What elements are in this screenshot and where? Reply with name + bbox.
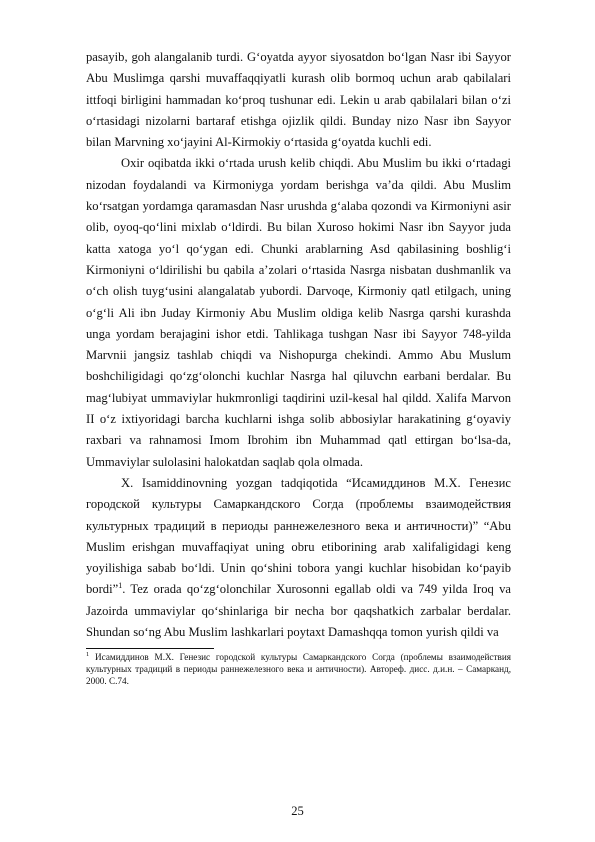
paragraph-3-text-before: X. Isamiddinovning yozgan tadqiqotida “Исамиддинов М.Х. Генезис городской культуры Самаркандского Согда (проблемы взаимодействия культурных традиций в периоды раннежелезного века и античности)” “Abu Muslim erishgan muvaffaqiyat uning obru etiborining arab xalifaligidagi keng yoyilishiga sabab bo‘ldi. Unin qo‘shini tobora yangi kuchlar hisobidan ko‘payib bordi”: [86, 475, 511, 597]
footnote-text: Исамиддинов М.Х. Генезис городской культуры Самаркандского Согда (проблемы взаимодействия культурных традиций в периоды раннежелезного века и античности). Автореф. дисс. д.и.н. – Самарканд, 2000. С.74.: [86, 652, 511, 686]
paragraph-3-text-after: . Tez orada qo‘zg‘olonchilar Xurosonni egallab oldi va 749 yilda Iroq va Jazoirda ummaviylar qo‘shinlariga bir necha bor qaqshatkich zarbalar berdalar. Shundan so‘ng Abu Muslim lashkarlari poytaxt Damashqqa tomon yurish qildi va: [86, 582, 511, 640]
footnote-reference: 1: [118, 581, 123, 591]
document-page: [86, 47, 511, 687]
paragraph-2: Oxir oqibatda ikki o‘rtada urush kelib chiqdi. Abu Muslim bu ikki o‘rtadagi nizodan foydalandi va Kirmoniyga yordam berishga va’da qildi. Abu Muslim ko‘rsatgan yordamga qaramasdan Nasr urushda g‘alaba qozondi va Kirmoniyni asir olib, oyoq-qo‘lini mixlab o‘ldirdi. Bu bilan Xuroso hokimi Nasr ibn Sayyor juda katta xatoga yo‘l qo‘ygan edi. Chunki arablarning Asd qabilasining boshlig‘i Kirmoniyni o‘ldirilishi bu qabila a’zolari o‘rtasida Nasrga nisbatan dushmanlik va o‘ch olish tuyg‘usini alangalatab yubordi. Darvoqe, Kirmoniy qatl etilgach, uning o‘g‘li Ali ibn Juday Kirmoniy Abu Muslim oldiga kelib Nasrga qarshi kurashda unga yordam berajagini ishor etdi. Tahlikaga tushgan Nasr ibi Sayyor 748-yilda Marvnii jangsiz tashlab chiqdi va Nishopurga chekindi. Ammo Abu Muslum boshchiligidagi qo‘zg‘olonchi kuchlar Nasrga hal qiluvchn earbani berdalar. Bu mag‘lubiyat ummaviylar hukmronligi taqdirini uzil-kesal hal qildd. Xalifa Marvon II o‘z ixtiyoridagi barcha kuchlarni ishga solib abbosiylar harakatining g‘oyaviy raxbari va rahnamosi Imom Ibrohim ibn Muhammad qatl ettirgan bo‘lsa-da, Ummaviylar sulolasini halokatdan saqlab qola olmada.: [86, 156, 511, 469]
paragraph-1: pasayib, goh alangalanib turdi. G‘oyatda ayyor siyosatdon bo‘lgan Nasr ibi Sayyor Abu Muslimga qarshi muvaffaqqiyatli kurash olib bormoq uchun arab qabilalari ittfoqi birligini hammadan ko‘proq tushunar edi. Lekin u arab qabilalari bilan o‘zi o‘rtasidagi nizolarni bartaraf etishga ojizlik qildi. Bunday nizo Nasr ibn Sayyor bilan Marvning xo‘jayini Al-Kirmokiy o‘rtasida g‘oyatda kuchli edi.: [86, 50, 511, 150]
footnote: [86, 652, 511, 687]
paragraph-3: [86, 473, 511, 643]
page-number: 25: [291, 804, 304, 818]
footnote-separator: [86, 648, 214, 649]
footnote-marker: 1: [86, 651, 90, 659]
